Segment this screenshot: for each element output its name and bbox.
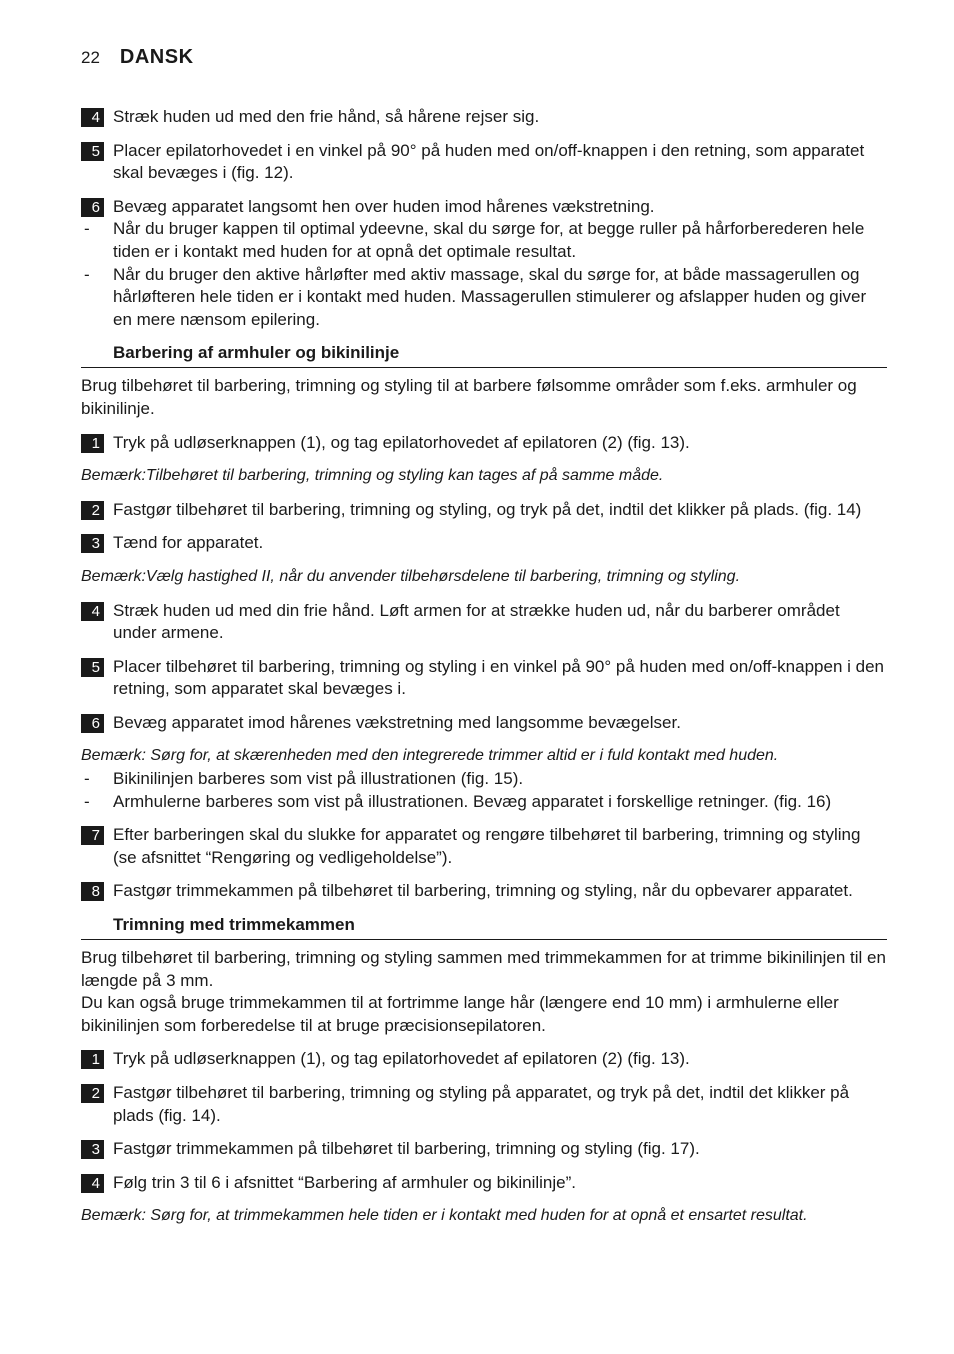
step-number-badge: 2 <box>81 1084 104 1103</box>
page-content <box>81 106 887 1239</box>
step-text: Fastgør trimmekammen på tilbehøret til barbering, trimning og styling (fig. 17). <box>113 1139 700 1159</box>
step-text: Tryk på udløserknappen (1), og tag epilatorhovedet af epilatoren (2) (fig. 13). <box>113 1049 690 1069</box>
bullet-item <box>81 264 887 332</box>
step-text: Fastgør trimmekammen på tilbehøret til barbering, trimning og styling, når du opbevarer apparatet. <box>113 881 853 901</box>
step-number-badge: 4 <box>81 108 104 127</box>
step-4 <box>81 600 887 645</box>
section-intro: Du kan også bruge trimmekammen til at fortrimme lange hår (længere end 10 mm) i armhulerne eller bikinilinjen som forberedelse til at bruge præcisionsepilatoren. <box>81 993 839 1035</box>
step-5 <box>81 656 887 701</box>
bullet-text: Bikinilinjen barberes som vist på illustrationen (fig. 15). <box>113 769 524 789</box>
step-text: Stræk huden ud med din frie hånd. Løft armen for at strække huden ud, når du barberer området under armene. <box>113 600 840 643</box>
step-2 <box>81 1082 887 1127</box>
step-4 <box>81 1172 887 1195</box>
step-number-badge: 6 <box>81 198 104 217</box>
step-number-badge: 5 <box>81 142 104 161</box>
step-7 <box>81 824 887 869</box>
section-intro: Brug tilbehøret til barbering, trimning og styling sammen med trimmekammen for at trimme bikinilinjen til en længde på 3 mm. <box>81 948 886 990</box>
step-text: Fastgør tilbehøret til barbering, trimning og styling, og tryk på det, indtil det klikker på plads. (fig. 14) <box>113 499 862 519</box>
step-number-badge: 1 <box>81 1050 104 1069</box>
dash-marker: - <box>84 791 90 811</box>
note: Bemærk: Sørg for, at trimmekammen hele tiden er i kontakt med huden for at opnå et ensartet resultat. <box>81 1207 808 1225</box>
step-number-badge: 1 <box>81 434 104 453</box>
dash-marker: - <box>84 264 90 284</box>
note: Bemærk: Sørg for, at skærenheden med den integrerede trimmer altid er i fuld kontakt med huden. <box>81 747 779 765</box>
bullet-text: Når du bruger kappen til optimal ydeevne, skal du sørge for, at begge ruller på hårforberederen hele tiden er i kontakt med huden for at opnå det optimale resultat. <box>113 219 865 261</box>
step-text: Tænd for apparatet. <box>113 533 264 553</box>
bullet-item <box>81 791 887 814</box>
step-8 <box>81 880 887 903</box>
step-number-badge: 6 <box>81 714 104 733</box>
step-number-badge: 3 <box>81 534 104 553</box>
bullet-item <box>81 218 887 263</box>
bullet-text: Når du bruger den aktive hårløfter med aktiv massage, skal du sørge for, at både massagerullen og hårløfteren hele tiden er i kontakt med huden. Massagerullen stimulerer og afslapper huden og giver en mere nænsom epilering. <box>113 264 867 329</box>
note: Bemærk:Tilbehøret til barbering, trimning og styling kan tages af på samme måde. <box>81 467 664 485</box>
step-3 <box>81 1138 887 1161</box>
step-text: Placer epilatorhovedet i en vinkel på 90° på huden med on/off-knappen i den retning, som apparatet skal bevæges i (fig. 12). <box>113 140 865 183</box>
step-text: Fastgør tilbehøret til barbering, trimning og styling på apparatet, og tryk på det, indtil det klikker på plads (fig. 14). <box>113 1083 850 1125</box>
bullet-text: Armhulerne barberes som vist på illustrationen. Bevæg apparatet i forskellige retninger. (fig. 16) <box>113 791 832 811</box>
step-text: Stræk huden ud med den frie hånd, så hårene rejser sig. <box>113 107 540 126</box>
bullet-item <box>81 768 887 791</box>
section-heading-trimming: Trimning med trimmekammen <box>81 914 887 940</box>
step-number-badge: 8 <box>81 882 104 901</box>
step-text: Placer tilbehøret til barbering, trimning og styling i en vinkel på 90° på huden med on/off-knappen i den retning, som apparatet skal bevæges i. <box>113 656 885 699</box>
language-title: DANSK <box>119 46 194 68</box>
step-number-badge: 3 <box>81 1140 104 1159</box>
step-3 <box>81 532 887 555</box>
step-text: Bevæg apparatet langsomt hen over huden imod hårenes vækstretning. <box>113 196 655 216</box>
step-2 <box>81 499 887 522</box>
dash-marker: - <box>84 219 90 239</box>
step-number-badge: 2 <box>81 501 104 520</box>
step-1 <box>81 1048 887 1071</box>
section-heading-shaving: Barbering af armhuler og bikinilinje <box>81 342 887 368</box>
step-6 <box>81 196 887 219</box>
page-number: 22 <box>81 48 100 67</box>
step-1 <box>81 432 887 455</box>
section-intro: Brug tilbehøret til barbering, trimning og styling til at barbere følsomme områder som f.eks. armhuler og bikinilinje. <box>81 376 857 418</box>
page-header <box>81 46 194 76</box>
step-number-badge: 7 <box>81 826 104 845</box>
step-4 <box>81 106 887 129</box>
step-number-badge: 4 <box>81 1174 104 1193</box>
dash-marker: - <box>84 769 90 789</box>
step-text: Tryk på udløserknappen (1), og tag epilatorhovedet af epilatoren (2) (fig. 13). <box>113 432 690 452</box>
note: Bemærk:Vælg hastighed II, når du anvender tilbehørsdelene til barbering, trimning og styling. <box>81 567 741 585</box>
step-number-badge: 4 <box>81 602 104 621</box>
step-text: Bevæg apparatet imod hårenes vækstretning med langsomme bevægelser. <box>113 712 681 732</box>
step-number-badge: 5 <box>81 658 104 677</box>
step-6 <box>81 712 887 735</box>
step-text: Efter barberingen skal du slukke for apparatet og rengøre tilbehøret til barbering, trimning og styling (se afsnittet “Rengøring og vedligeholdelse”). <box>113 825 861 867</box>
step-5 <box>81 140 887 185</box>
step-text: Følg trin 3 til 6 i afsnittet “Barbering af armhuler og bikinilinje”. <box>113 1172 576 1192</box>
